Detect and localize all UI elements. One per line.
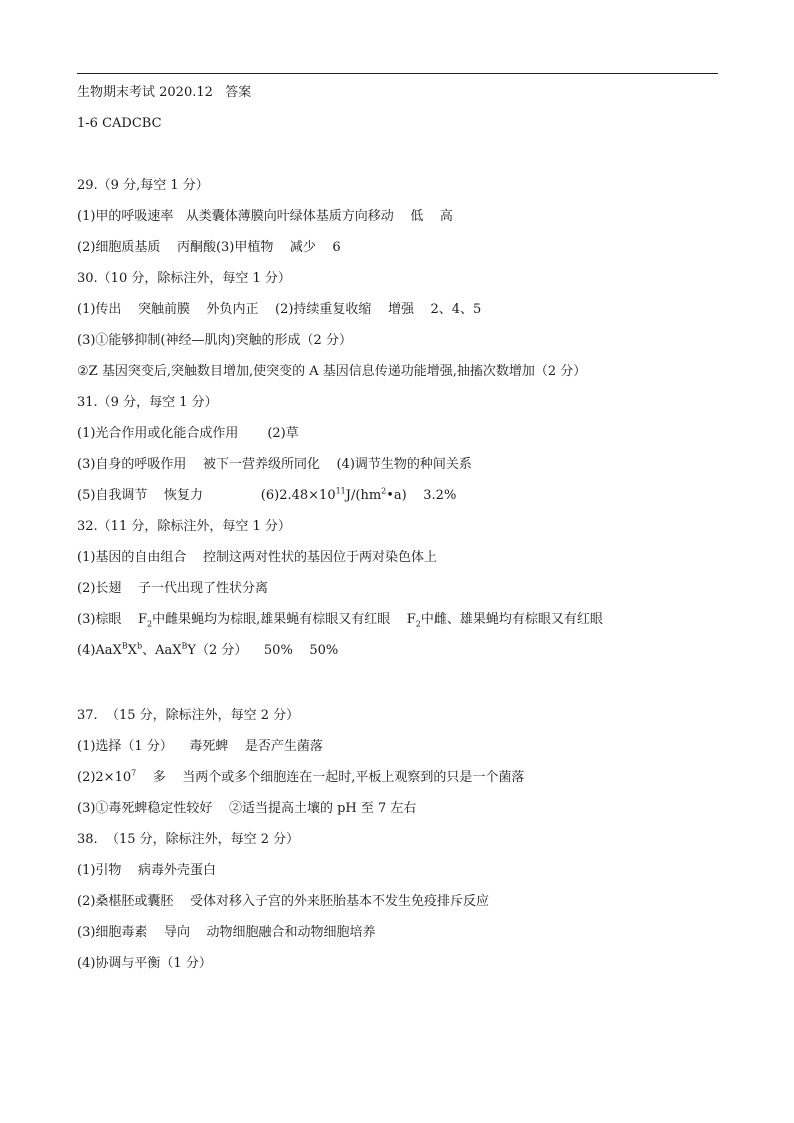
q30-line-2: (3)①能够抑制(神经—肌肉)突触的形成（2 分） [77,333,352,348]
q38-line-1: (1)引物 病毒外壳蛋白 [77,863,216,878]
q37-line-2: $(2)2\times 10^7$ 多 当两个或多个细胞连在一起时,平板上观察到的只是一个菌落 [77,768,525,785]
multiple-choice-answers: 1-6 CADCBC [77,116,162,131]
page-title: 生物期末考试 2020.12 答案 [77,85,252,100]
q30-heading: 30.（10 分，除标注外，每空 1 分） [77,271,291,286]
q32-line-1: (1)基因的自由组合 控制这两对性状的基因位于两对染色体上 [77,550,437,565]
header-rule [77,73,718,74]
q38-line-4: (4)协调与平衡（1 分） [77,956,212,971]
q31-line-3: (5)自我调节 恢复力 $(6)2.48\times 10^{11}J/(hm^2•a)$ 3.2% [77,486,457,503]
q38-line-3: (3)细胞毒素 导向 动物细胞融合和动物细胞培养 [77,925,376,940]
q29-line-1: (1)甲的呼吸速率 从类囊体薄膜向叶绿体基质方向移动 低 高 [77,209,453,224]
q29-heading: 29.（9 分,每空 1 分） [77,178,209,193]
q32-line-4: $(4)AaX^BX^b$、AaX$^B$Y（2 分） 50% 50% [77,641,339,658]
q31-heading: 31.（9 分，每空 1 分） [77,395,218,410]
q31-line-2: (3)自身的呼吸作用 被下一营养级所同化 (4)调节生物的种间关系 [77,457,472,472]
q38-line-2: (2)桑椹胚或囊胚 受体对移入子宫的外来胚胎基本不发生免疫排斥反应 [77,894,489,909]
q32-line-3: (3)棕眼 $F_2$中雌果蝇均为棕眼,雄果蝇有棕眼又有红眼 $F_2$中雌、雄果蝇均有棕眼又有红眼 [77,612,603,629]
q29-line-2: (2)细胞质基质 丙酮酸(3)甲植物 减少 6 [77,240,341,255]
q32-heading: 32.（11 分，除标注外，每空 1 分） [77,519,291,534]
q30-line-3: ②Z 基因突变后,突触数目增加,使突变的 A 基因信息传递功能增强,抽搐次数增加（2 分） [77,364,587,379]
q37-heading: 37. （15 分，除标注外，每空 2 分） [77,708,300,723]
q37-line-3: (3)①毒死蜱稳定性较好 ②适当提高土壤的 pH 至 7 左右 [77,801,417,816]
q30-line-1: (1)传出 突触前膜 外负内正 (2)持续重复收缩 增强 2、4、5 [77,302,482,317]
q31-line-1: (1)光合作用或化能合成作用 (2)草 [77,426,299,441]
q38-heading: 38. （15 分，除标注外，每空 2 分） [77,832,300,847]
q32-line-2: (2)长翅 子一代出现了性状分离 [77,581,268,596]
q37-line-1: (1)选择（1 分） 毒死蜱 是否产生菌落 [77,739,323,754]
